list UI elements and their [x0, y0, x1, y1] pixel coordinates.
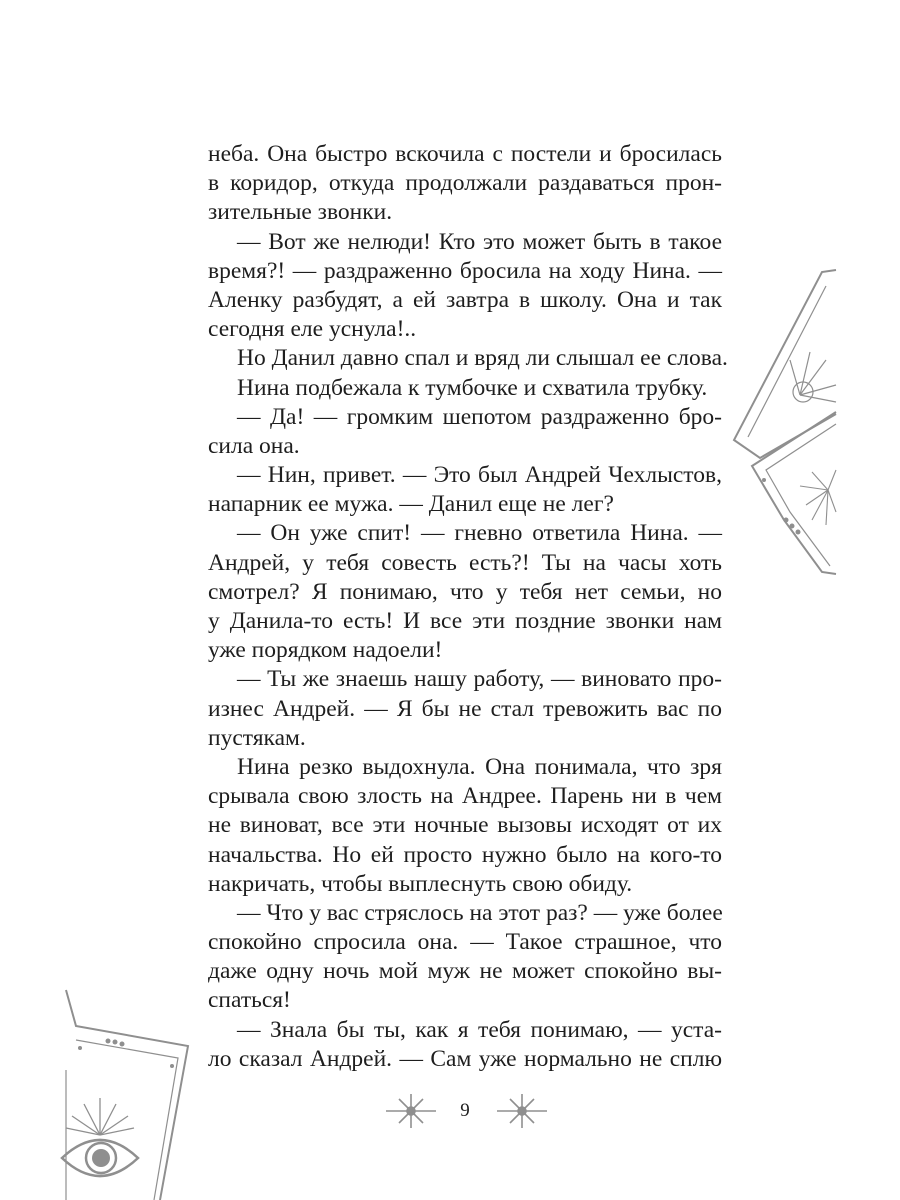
text-line: спаться!	[208, 987, 291, 1014]
text-line: — Ты же знаешь нашу работу, — виновато про-	[237, 666, 722, 693]
text-line: уже порядком надоели!	[208, 637, 443, 664]
text-line: изнес Андрей. — Я бы не стал тревожить вас по	[208, 695, 722, 722]
text-line: — Вот же нелюди! Кто это может быть в такое	[237, 228, 722, 255]
text-line: сила она.	[208, 432, 300, 459]
text-line: время?! — раздраженно бросила на ходу Нина. —	[208, 257, 722, 284]
text-line: — Нин, привет. — Это был Андрей Чехлыстов,	[237, 462, 722, 489]
text-line: даже одну ночь мой муж не может спокойно вы-	[208, 958, 722, 985]
text-line: начальства. Но ей просто нужно было на кого-то	[208, 841, 722, 868]
text-line: не виноват, все эти ночные вызовы исходят от их	[208, 812, 722, 839]
text-line: Но Данил давно спал и вряд ли слышал ее слова.	[237, 345, 728, 372]
text-line: срывала свою злость на Андрее. Парень ни в чем	[208, 783, 722, 810]
text-line: Нина подбежала к тумбочке и схватила трубку.	[237, 374, 708, 401]
text-line: напарник ее мужа. — Данил еще не лег?	[208, 491, 614, 518]
text-line: накричать, чтобы выплеснуть свою обиду.	[208, 870, 633, 897]
text-line: — Что у вас стряслось на этот раз? — уже более	[237, 899, 723, 926]
text-line: в коридор, откуда продолжали раздаваться прон-	[208, 170, 722, 197]
text-line: смотрел? Я понимаю, что у тебя нет семьи, но	[208, 578, 722, 605]
text-line: сегодня еле уснула!..	[208, 316, 417, 343]
text-line: Андрей, у тебя совесть есть?! Ты на часы хоть	[208, 549, 722, 576]
body-text	[208, 140, 728, 1074]
text-line: — Да! — громким шепотом раздраженно бро-	[237, 403, 722, 430]
page-number: 9	[460, 1100, 470, 1121]
text-line: — Он уже спит! — гневно ответила Нина. —	[237, 520, 722, 547]
text-line: пустякам.	[208, 724, 306, 751]
text-line: неба. Она быстро вскочила с постели и бросилась	[208, 141, 722, 167]
text-line: — Знала бы ты, как я тебя понимаю, — уста-	[237, 1016, 722, 1043]
text-line: зительные звонки.	[208, 199, 393, 226]
text-line: спокойно спросила она. — Такое страшное, что	[208, 929, 722, 956]
text-line: у Данила-то есть! И все эти поздние звонки нам	[208, 608, 722, 634]
text-line: Нина резко выдохнула. Она понимала, что зря	[237, 753, 722, 780]
text-line: Аленку разбудят, а ей завтра в школу. Она и так	[208, 286, 722, 313]
text-line: ло сказал Андрей. — Сам уже нормально не сплю	[208, 1045, 722, 1072]
